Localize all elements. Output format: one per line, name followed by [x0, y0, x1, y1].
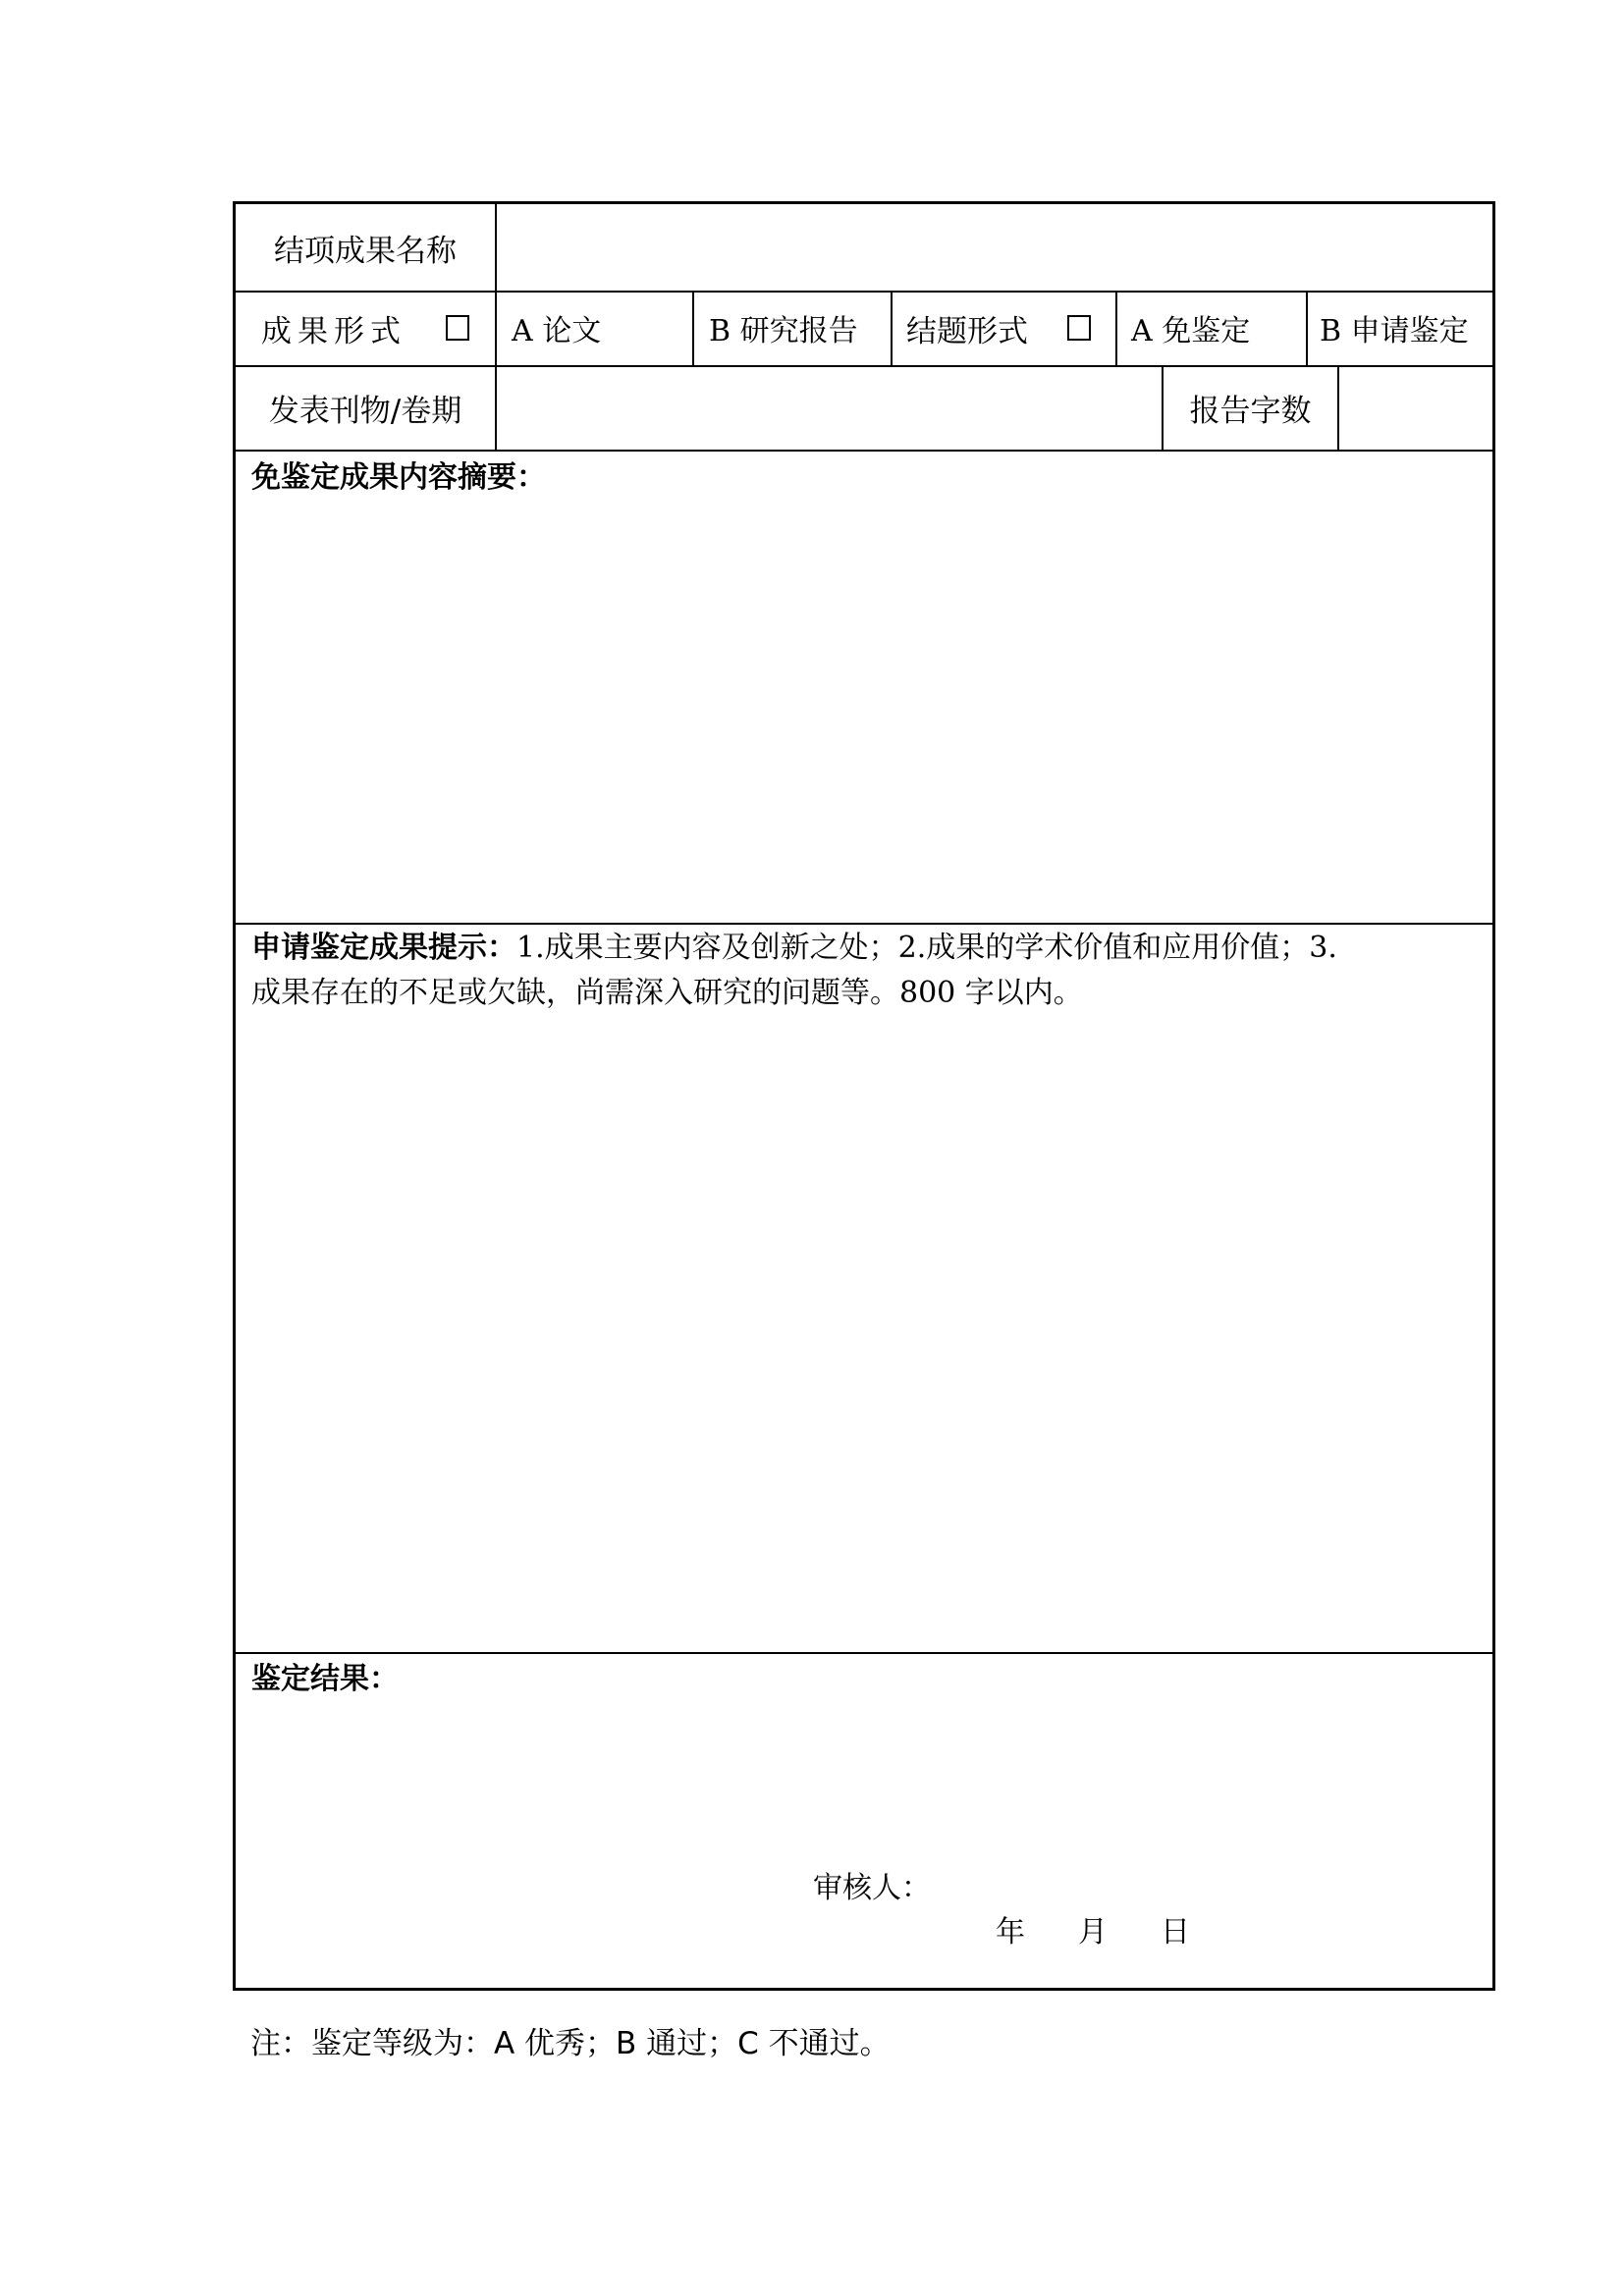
result-form-checkbox[interactable] [446, 315, 469, 341]
publication-label: 发表刊物/卷期 [268, 393, 462, 429]
date-month-label: 月 [1078, 1915, 1108, 1949]
apply-hint [251, 926, 1479, 971]
publication-input[interactable] [497, 365, 1161, 450]
exempt-summary-title: 免鉴定成果内容摘要： [251, 460, 546, 495]
result-form-label: 成果形式 [261, 313, 406, 349]
conclusion-form-cell [906, 291, 1112, 365]
apply-hint-title: 申请鉴定成果提示： [251, 931, 516, 965]
word-count-input[interactable] [1339, 365, 1492, 450]
result-title: 鉴定结果： [251, 1662, 399, 1696]
column-divider [891, 291, 893, 365]
column-divider [1115, 291, 1117, 365]
exempt-summary-area[interactable] [236, 452, 1492, 923]
column-divider [1306, 291, 1308, 365]
evaluation-form [233, 201, 1495, 1991]
option-paper[interactable]: A 论文 [512, 314, 602, 348]
column-divider [692, 291, 694, 365]
word-count-label: 报告字数 [1189, 393, 1312, 429]
apply-hint-text-line2: 成果存在的不足或欠缺，尚需深入研究的问题等。800 字以内。 [251, 976, 1083, 1010]
footnote: 注：鉴定等级为：A 优秀；B 通过；C 不通过。 [250, 2026, 891, 2061]
date-day-label: 日 [1161, 1915, 1190, 1949]
conclusion-form-checkbox[interactable] [1067, 315, 1091, 341]
result-area[interactable] [236, 1654, 1492, 1988]
result-form-cell [236, 291, 495, 365]
reviewer-label: 审核人： [813, 1871, 931, 1905]
option-exempt[interactable]: A 免鉴定 [1131, 314, 1251, 348]
option-research-report[interactable]: B 研究报告 [709, 314, 858, 348]
apply-summary-area[interactable] [236, 925, 1492, 1652]
option-apply[interactable]: B 申请鉴定 [1320, 314, 1469, 348]
result-name-label: 结项成果名称 [274, 233, 457, 269]
apply-hint-text-line1: 1.成果主要内容及创新之处；2.成果的学术价值和应用价值；3. [516, 931, 1337, 965]
conclusion-form-label: 结题形式 [906, 313, 1028, 349]
date-year-label: 年 [996, 1915, 1025, 1949]
result-name-input[interactable] [497, 204, 1492, 291]
